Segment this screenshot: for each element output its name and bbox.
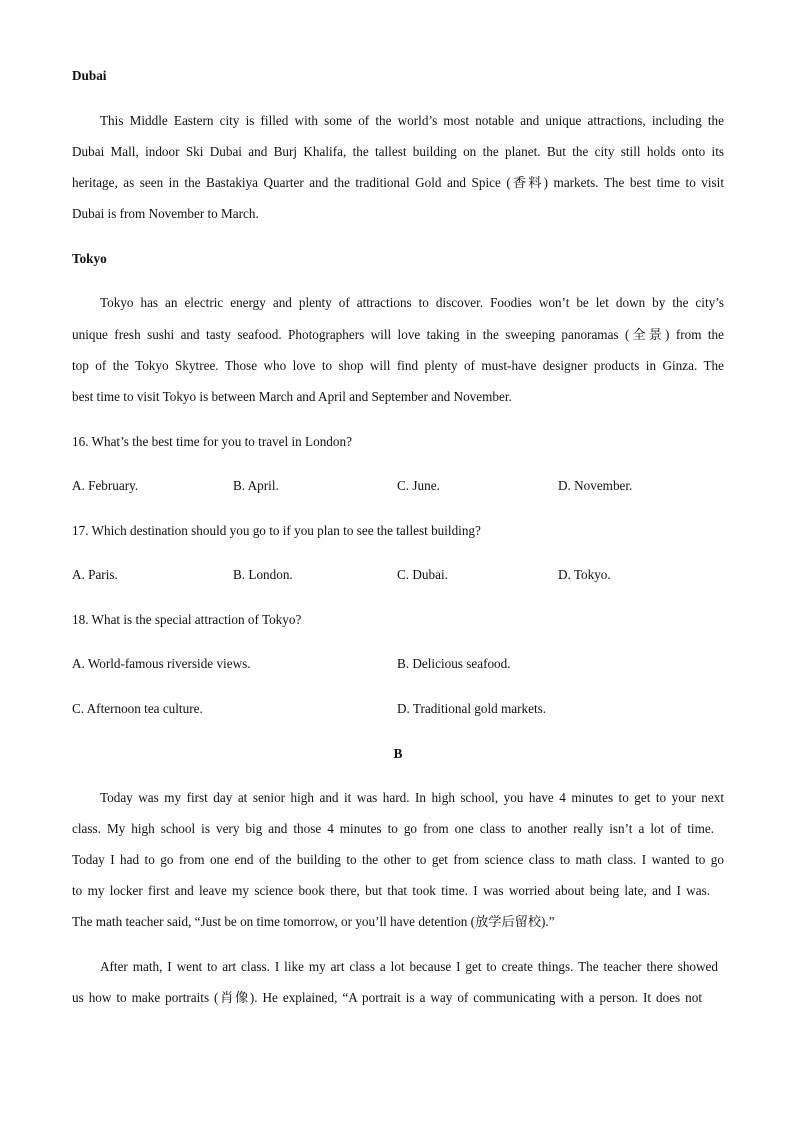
paragraph-line: The math teacher said, “Just be on time tomorrow, or you’ll have detention (放学后留校).” — [72, 914, 555, 929]
option-16-b: B. April. — [233, 478, 279, 493]
option-18-d: D. Traditional gold markets. — [397, 701, 547, 716]
option-16-a: A. February. — [72, 478, 139, 493]
option-17-d: D. Tokyo. — [558, 567, 611, 582]
option-18-a: A. World-famous riverside views. — [72, 656, 251, 671]
paragraph-line: us how to make portraits (肖像). He explained, “A portrait is a way of communicating with a person. It does not — [72, 990, 702, 1005]
paragraph-line: unique fresh sushi and tasty seafood. Photographers will love taking in the sweeping panoramas (全景) from the — [72, 327, 724, 342]
paragraph-line: class. My high school is very big and those 4 minutes to go from one class to another really isn’t a lot of time. — [72, 821, 714, 836]
section-heading-tokyo: Tokyo — [72, 251, 107, 266]
option-16-d: D. November. — [558, 478, 633, 493]
option-18-b: B. Delicious seafood. — [397, 656, 511, 671]
option-16-c: C. June. — [397, 478, 440, 493]
paragraph-line: Dubai is from November to March. — [72, 206, 259, 221]
paragraph-line: Tokyo has an electric energy and plenty of attractions to discover. Foodies won’t be let down by the city’s — [100, 295, 724, 310]
option-17-b: B. London. — [233, 567, 293, 582]
paragraph-line: to my locker first and leave my science book there, but that took time. I was worried about being late, and I was. — [72, 883, 710, 898]
paragraph-line: After math, I went to art class. I like my art class a lot because I get to create things. The teacher there showed — [100, 959, 718, 974]
paragraph-line: Dubai Mall, indoor Ski Dubai and Burj Khalifa, the tallest building on the planet. But the city still holds onto its — [72, 144, 724, 159]
paragraph-line: heritage, as seen in the Bastakiya Quarter and the traditional Gold and Spice (香料) markets. The best time to visit — [72, 175, 724, 190]
paragraph-line: This Middle Eastern city is filled with some of the world’s most notable and unique attractions, including the — [100, 113, 724, 128]
paragraph-line: Today I had to go from one end of the building to the other to get from science class to math class. I wanted to go — [72, 852, 724, 867]
option-17-c: C. Dubai. — [397, 567, 448, 582]
paragraph-line: best time to visit Tokyo is between March and April and September and November. — [72, 389, 512, 404]
option-18-c: C. Afternoon tea culture. — [72, 701, 203, 716]
question-16: 16. What’s the best time for you to travel in London? — [72, 434, 352, 449]
paragraph-line: top of the Tokyo Skytree. Those who love to shop will find plenty of must-have designer products in Ginza. The — [72, 358, 724, 373]
question-17: 17. Which destination should you go to if you plan to see the tallest building? — [72, 523, 481, 538]
paragraph-line: Today was my first day at senior high and it was hard. In high school, you have 4 minutes to get to your next — [100, 790, 724, 805]
section-label-b: B — [393, 746, 403, 761]
option-17-a: A. Paris. — [72, 567, 118, 582]
question-18: 18. What is the special attraction of Tokyo? — [72, 612, 302, 627]
section-heading-dubai: Dubai — [72, 68, 107, 83]
